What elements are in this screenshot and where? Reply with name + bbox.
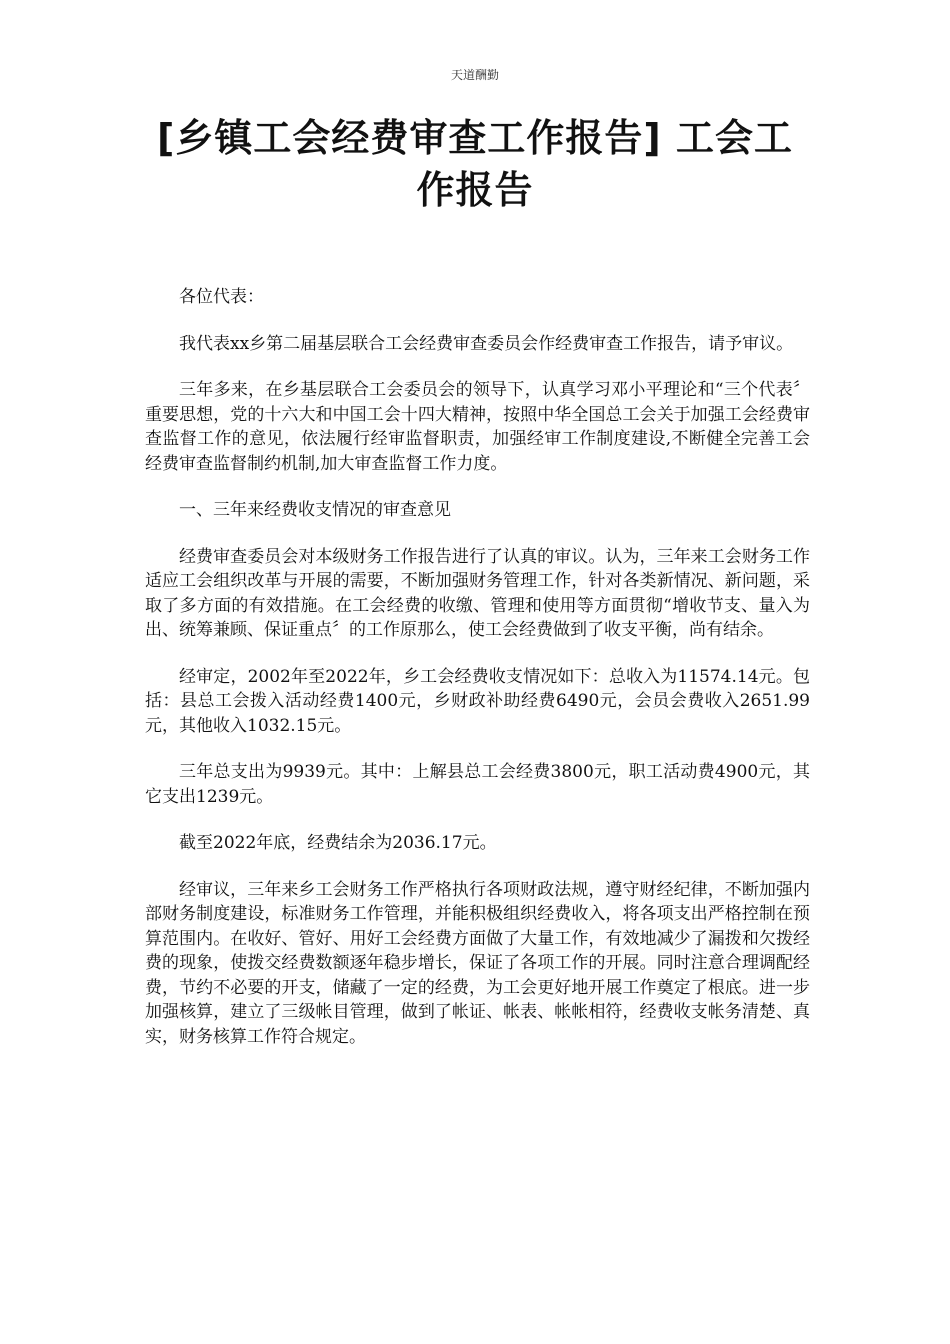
page-header: 天道酬勤 [450, 68, 499, 82]
salutation: 各位代表： [179, 287, 264, 307]
body-paragraph: 三年多来，在乡基层联合工会委员会的领导下，认真学习邓小平理论和“三个代表〞重要思想，党的十六大和中国工会十四大精神，按照中华全国总工会关于加强工会经费审查监督工作的意见，依法履行经审监督职责，加强经审工作制度建设,不断健全完善工会经费审查监督制约机制,加大审查监督工作力度。 [145, 380, 810, 474]
body-paragraph: 三年总支出为9939元。其中：上解县总工会经费3800元，职工活动费4900元，其它支出1239元。 [145, 762, 810, 807]
body-paragraph: 截至2022年底，经费结余为2036.17元。 [179, 833, 497, 853]
section-heading: 一、三年来经费收支情况的审查意见 [179, 500, 451, 520]
body-paragraph: 我代表xx乡第二届基层联合工会经费审查委员会作经费审查工作报告，请予审议。 [179, 333, 794, 354]
body-paragraph: 经审定，2002年至2022年，乡工会经费收支情况如下：总收入为11574.14元。包括：县总工会拨入活动经费1400元，乡财政补助经费6490元，会员会费收入2651.99元，其他收入1032.15元。 [145, 666, 810, 736]
body-paragraph: 经审议，三年来乡工会财务工作严格执行各项财政法规，遵守财经纪律，不断加强内部财务制度建设，标准财务工作管理，并能积极组织经费收入，将各项支出严格控制在预算范围内。在收好、管好、用好工会经费方面做了大量工作，有效地减少了漏拨和欠拨经费的现象，使拨交经费数额逐年稳步增长，保证了各项工作的开展。同时注意合理调配经费，节约不必要的开支，储藏了一定的经费，为工会更好地开展工作奠定了根底。进一步加强核算，建立了三级帐目管理，做到了帐证、帐表、帐帐相符，经费收支帐务清楚、真实，财务核算工作符合规定。 [145, 879, 810, 1047]
body-paragraph: 经费审查委员会对本级财务工作报告进行了认真的审议。认为，三年来工会财务工作适应工会组织改革与开展的需要，不断加强财务管理工作，针对各类新情况、新问题，采取了多方面的有效措施。在工会经费的收缴、管理和使用等方面贯彻“增收节支、量入为出、统筹兼顾、保证重点〞的工作原那么，使工会经费做到了收支平衡，尚有结余。 [145, 546, 810, 640]
document-title: [乡镇工会经费审查工作报告] 工会工作报告 [157, 116, 793, 212]
document-body [145, 285, 810, 1071]
